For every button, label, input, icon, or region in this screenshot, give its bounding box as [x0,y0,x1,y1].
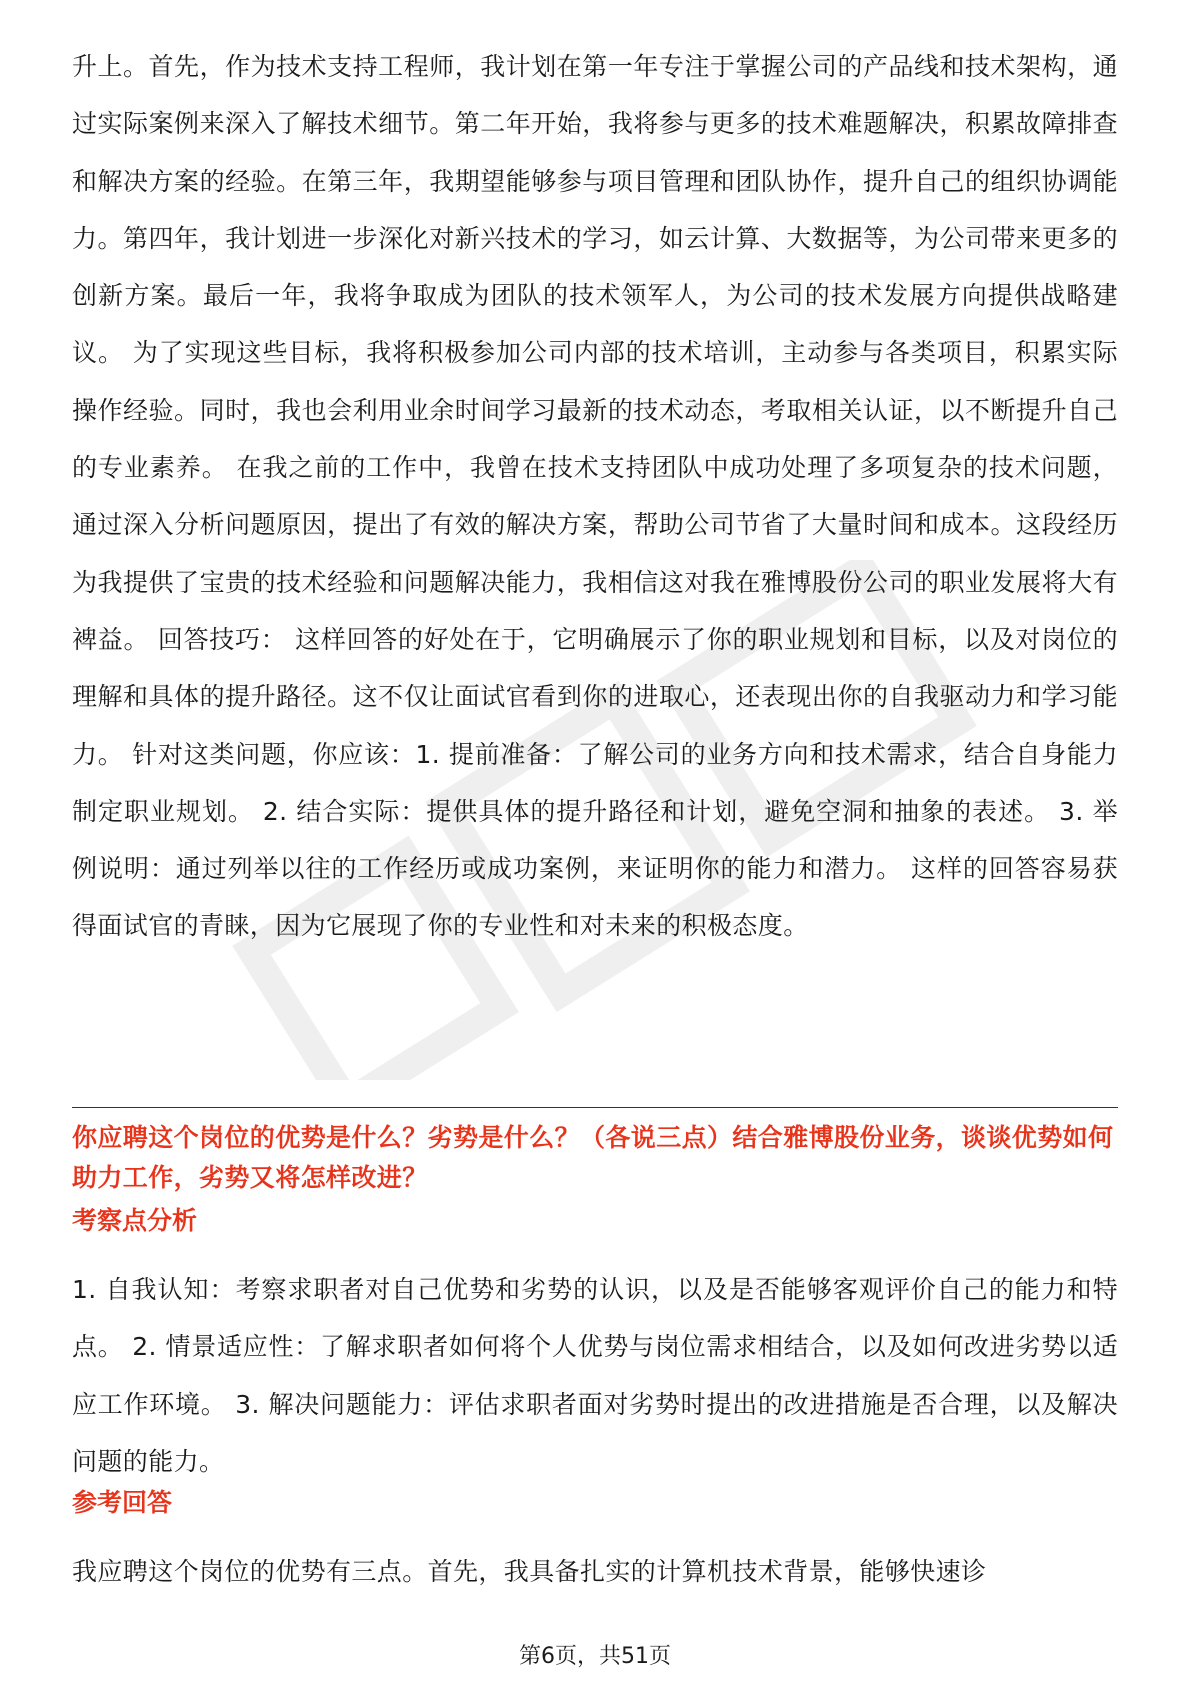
body-paragraph: 升上。首先，作为技术支持工程师，我计划在第一年专注于掌握公司的产品线和技术架构，通过实际案例来深入了解技术细节。第二年开始，我将参与更多的技术难题解决，积累故障排查和解决方案的经验。在第三年，我期望能够参与项目管理和团队协作，提升自己的组织协调能力。第四年，我计划进一步深化对新兴技术的学习，如云计算、大数据等，为公司带来更多的创新方案。最后一年，我将争取成为团队的技术领军人，为公司的技术发展方向提供战略建议。 为了实现这些目标，我将积极参加公司内部的技术培训，主动参与各类项目，积累实际操作经验。同时，我也会利用业余时间学习最新的技术动态，考取相关认证，以不断提升自己的专业素养。 在我之前的工作中，我曾在技术支持团队中成功处理了多项复杂的技术问题，通过深入分析问题原因，提出了有效的解决方案，帮助公司节省了大量时间和成本。这段经历为我提供了宝贵的技术经验和问题解决能力，我相信这对我在雅博股份公司的职业发展将大有裨益。 回答技巧： 这样回答的好处在于，它明确展示了你的职业规划和目标，以及对岗位的理解和具体的提升路径。这不仅让面试官看到你的进取心，还表现出你的自我驱动力和学习能力。 针对这类问题，你应该：1. 提前准备：了解公司的业务方向和技术需求，结合自身能力制定职业规划。 2. 结合实际：提供具体的提升路径和计划，避免空洞和抽象的表述。 3. 举例说明：通过列举以往的工作经历或成功案例，来证明你的能力和潜力。 这样的回答容易获得面试官的青睐，因为它展现了你的专业性和对未来的积极态度。 [72,52,1118,941]
answer-heading: 参考回答 [72,1488,173,1517]
section-divider [72,1107,1118,1108]
answer-block [72,1543,1118,1600]
analysis-text: 1. 自我认知：考察求职者对自己优势和劣势的认识，以及是否能够客观评价自己的能力和特点。 2. 情景适应性：了解求职者如何将个人优势与岗位需求相结合，以及如何改进劣势以适应工作环境。 3. 解决问题能力：评估求职者面对劣势时提出的改进措施是否合理，以及解决问题的能力。 [72,1275,1118,1476]
question-heading: 你应聘这个岗位的优势是什么？劣势是什么？（各说三点）结合雅博股份业务，谈谈优势如何助力工作，劣势又将怎样改进？ [72,1123,1114,1192]
page-number: 第6页，共51页 [519,1644,671,1669]
analysis-block [72,1261,1118,1490]
answer-text: 我应聘这个岗位的优势有三点。首先，我具备扎实的计算机技术背景，能够快速诊 [72,1557,987,1586]
analysis-heading: 考察点分析 [72,1206,198,1235]
body-text-block [72,38,1118,955]
